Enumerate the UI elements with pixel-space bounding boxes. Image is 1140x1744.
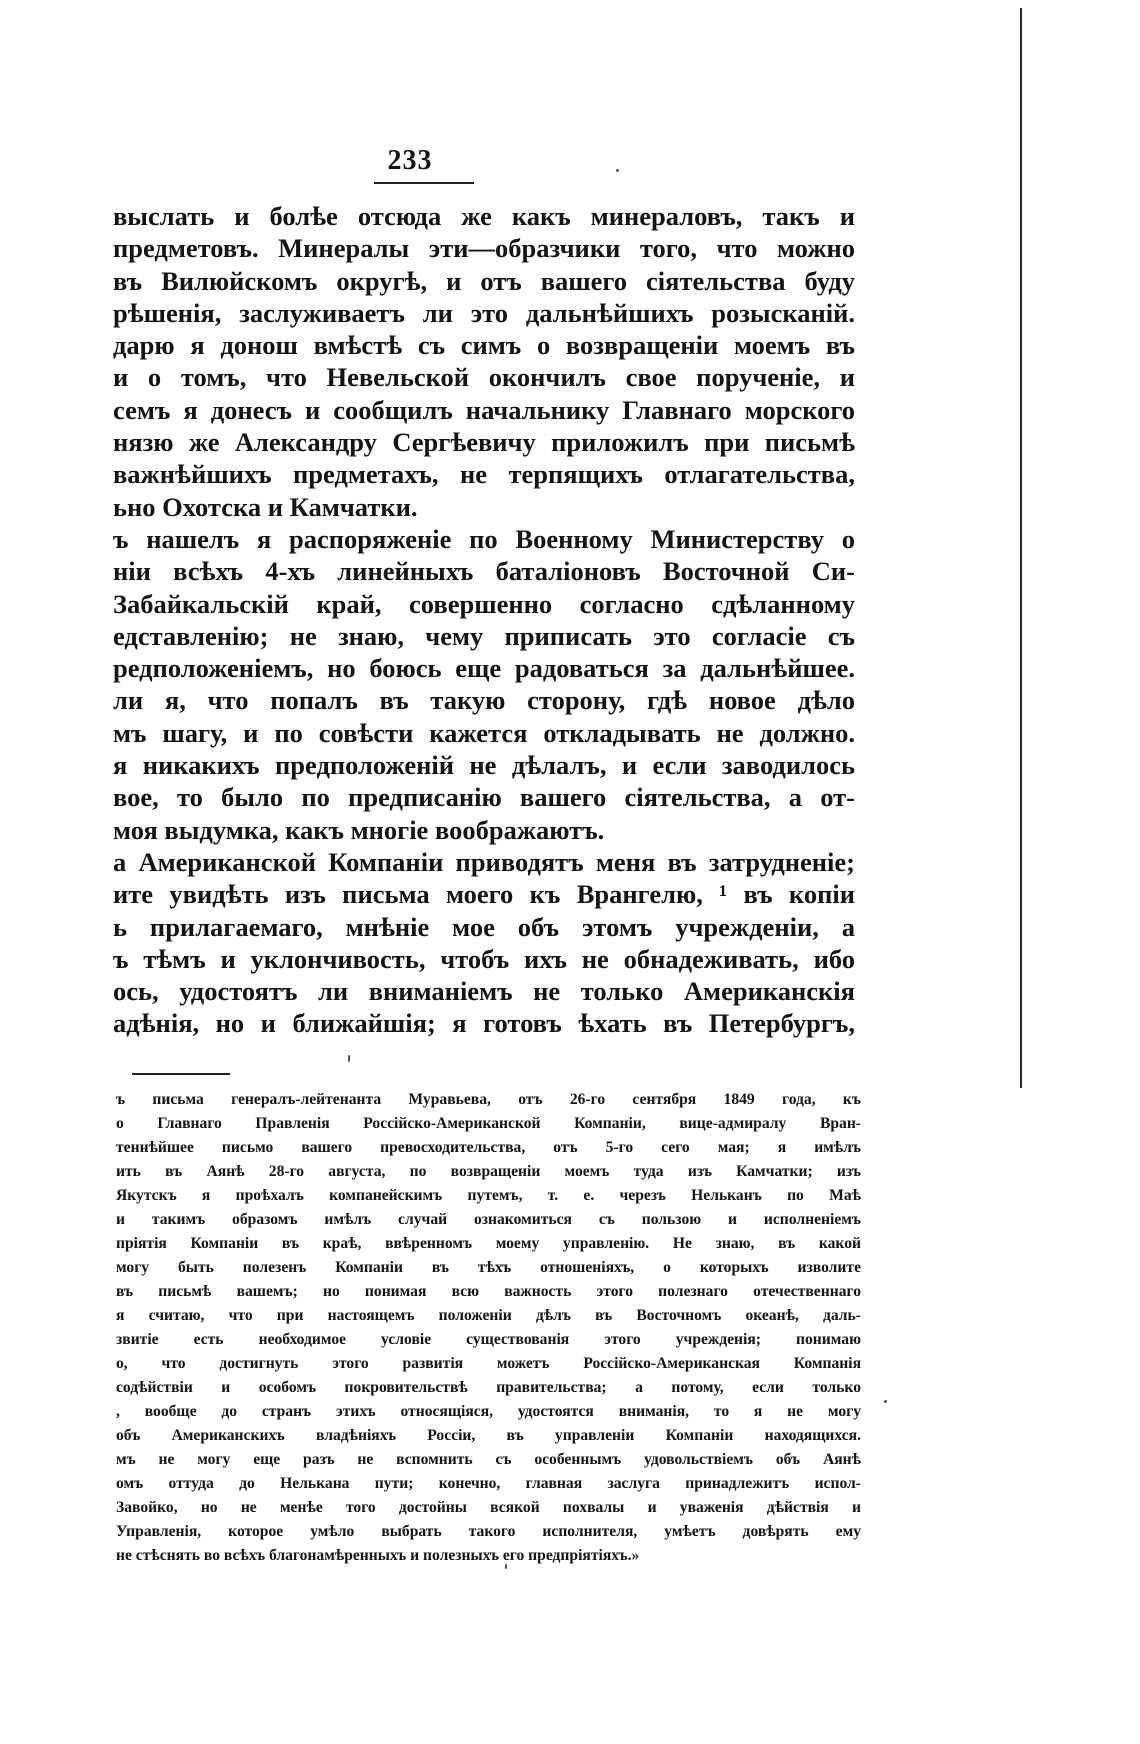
scan-speck — [884, 1400, 887, 1403]
body-line: ъ нашелъ я распоряженіе по Военному Министерству о — [113, 523, 855, 554]
footnote-line: о, что достигнуть этого развитія можетъ Россійско-Американская Компанія — [116, 1355, 861, 1372]
footnote-line: омъ оттуда до Нелькана пути; конечно, главная заслуга принадлежитъ испол- — [116, 1475, 861, 1492]
body-line: адѣнія, но и ближайшія; я готовъ ѣхать въ Петербургъ, — [113, 1008, 855, 1039]
body-line: моя выдумка, какъ многіе воображаютъ. — [113, 814, 605, 845]
body-line: важнѣйшихъ предметахъ, не терпящихъ отлагательства, — [113, 459, 855, 490]
footnote-line: не стѣснять во всѣхъ благонамѣренныхъ и полезныхъ его предпріятіяхъ.» — [116, 1547, 640, 1564]
body-line: ось, удостоятъ ли вниманіемъ не только Американскія — [113, 976, 855, 1007]
footnote-line: содѣйствіи и особомъ покровительствѣ правительства; а потому, если только — [116, 1379, 861, 1396]
body-line: предметовъ. Минералы эти—образчики того, что можно — [113, 233, 855, 264]
footnote-line: , вообще до странъ этихъ относящіяся, удостоятся вниманія, то я не могу — [116, 1403, 861, 1420]
footnote-rule — [132, 1073, 230, 1075]
scan-speck — [348, 1055, 350, 1062]
footnote-line: пріятія Компаніи въ краѣ, ввѣренномъ моему управленію. Не знаю, въ какой — [116, 1235, 861, 1252]
page-edge-line — [1020, 8, 1022, 1088]
page-number-rule — [374, 182, 474, 184]
body-line: дарю я донош вмѣстѣ съ симъ о возвращеніи моемъ въ — [113, 330, 855, 361]
body-line: я никакихъ предположеній не дѣлалъ, и если заводилось — [113, 750, 855, 781]
body-line: едставленію; не знаю, чему приписать это согласіе съ — [113, 620, 855, 651]
body-line: въ Вилюйскомъ округѣ, и отъ вашего сіятельства буду — [113, 265, 855, 296]
footnote-line: ъ письма генералъ-лейтенанта Муравьева, отъ 26-го сентября 1849 года, къ — [116, 1091, 861, 1108]
main-text — [113, 200, 855, 1040]
body-line: редположеніемъ, но боюсь еще радоваться за дальнѣйшее. — [113, 653, 855, 684]
footnote-line: и такимъ образомъ имѣлъ случай ознакомиться съ пользою и исполненіемъ — [116, 1211, 861, 1228]
body-line: мъ шагу, и по совѣсти кажется откладывать не должно. — [113, 717, 855, 748]
body-line: рѣшенія, заслуживаетъ ли это дальнѣйшихъ розысканій. — [113, 297, 855, 328]
body-line: ніи всѣхъ 4-хъ линейныхъ баталіоновъ Восточной Си- — [113, 556, 855, 587]
footnote-line: мъ не могу еще разъ не вспомнить съ особеннымъ удовольствіемъ объ Аянѣ — [116, 1451, 861, 1468]
body-line: Забайкальскій край, совершенно согласно сдѣланному — [113, 588, 855, 619]
footnote-text — [116, 1088, 861, 1568]
footnote-line: о Главнаго Правленія Россійско-Американской Компаніи, вице-адмиралу Вран- — [116, 1115, 861, 1132]
body-line: ли я, что попалъ въ такую сторону, гдѣ новое дѣло — [113, 685, 855, 716]
body-line: вое, то было по предписанію вашего сіятельства, а от- — [113, 782, 855, 813]
scan-speck — [616, 169, 619, 172]
body-line: ъ тѣмъ и уклончивость, чтобъ ихъ не обнадеживать, ибо — [113, 943, 855, 974]
footnote-line: теннѣйшее письмо вашего превосходительства, отъ 5-го сего мая; я имѣлъ — [116, 1139, 861, 1156]
footnote-line: Завойко, но не менѣе того достойны всякой похвалы и уваженія дѣйствія и — [116, 1499, 861, 1516]
footnote-line: звитіе есть необходимое условіе существованія этого учрежденія; понимаю — [116, 1331, 861, 1348]
body-line: ь прилагаемаго, мнѣніе мое объ этомъ учрежденіи, а — [113, 911, 855, 942]
footnote-line: могу быть полезенъ Компаніи въ тѣхъ отношеніяхъ, о которыхъ изволите — [116, 1259, 861, 1276]
body-line: ите увидѣть изъ письма моего къ Врангелю, ¹ въ копіи — [113, 879, 855, 910]
footnote-line: въ письмѣ вашемъ; но понимая всю важность этого полезнаго отечественнаго — [116, 1283, 861, 1300]
footnote-line: объ Американскихъ владѣніяхъ Россіи, въ управленіи Компаніи находящихся. — [116, 1427, 861, 1444]
footnote-line: Управленія, которое умѣло выбрать такого исполнителя, умѣетъ довѣрять ему — [116, 1523, 861, 1540]
footnote-line: Якутскъ я проѣхалъ компанейскимъ путемъ, т. е. черезъ Нельканъ по Маѣ — [116, 1187, 861, 1204]
body-line: выслать и болѣе отсюда же какъ минераловъ, такъ и — [113, 201, 855, 231]
body-line: семъ я донесъ и сообщилъ начальнику Главнаго морского — [113, 394, 855, 425]
body-line: а Американской Компаніи приводятъ меня въ затрудненіе; — [113, 846, 855, 877]
body-line: ьно Охотска и Камчатки. — [113, 491, 418, 522]
footnote-line: я считаю, что при настоящемъ положеніи дѣлъ въ Восточномъ океанѣ, даль- — [116, 1307, 861, 1324]
page-number: 233 — [387, 145, 433, 176]
body-line: нязю же Александру Сергѣевичу приложилъ при письмѣ — [113, 427, 855, 458]
body-line: и о томъ, что Невельской окончилъ свое порученіе, и — [113, 362, 855, 393]
footnote-line: ить въ Аянѣ 28-го августа, по возвращеніи моемъ туда изъ Камчатки; изъ — [116, 1163, 861, 1180]
